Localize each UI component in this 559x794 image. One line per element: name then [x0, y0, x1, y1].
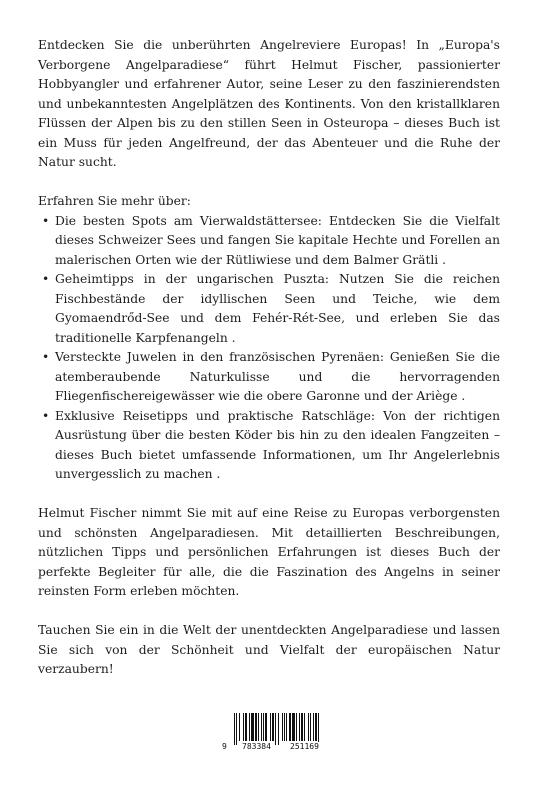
barcode-bar [261, 713, 262, 741]
closing-paragraph: Tauchen Sie ein in die Welt der unentdeckten Angelparadiese und lassen Sie sich von der Schönheit und Vielfalt der europäischen Natur verzaubern! [38, 623, 500, 676]
barcode-bar [310, 713, 311, 741]
intro-paragraph: Entdecken Sie die unberührten Angelreviere Europas! In „Europa's Verborgene Angelparadiese“ führt Helmut Fischer, passionierter Hobbyangler und erfahrener Autor, seine Leser zu den faszinierendsten und unbekanntesten Angelplätzen des Kontinents. Von den kristallklaren Flüssen der Alpen bis zu den stillen Seen in Osteuropa – dieses Buch ist ein Muss für jeden Angelfreund, der das Abenteuer und die Ruhe der Natur sucht. [38, 38, 500, 169]
barcode-bar [234, 713, 235, 745]
blurb-text [38, 36, 500, 680]
barcode-bar [258, 713, 259, 741]
barcode-bar [245, 713, 247, 741]
barcode-bar [289, 713, 291, 741]
barcode-group-1: 783384 [242, 742, 271, 751]
barcode-bar [265, 713, 267, 741]
barcode-bar [313, 713, 314, 741]
feature-list [38, 212, 500, 485]
barcode-bar [243, 713, 244, 741]
list-item: • Versteckte Juwelen in den französischen Pyrenäen: Genießen Sie die atemberaubende Naturkulisse und die hervorragenden Fliegenfischereigewässer wie die obere Garonne und der Ariège . [38, 348, 500, 407]
barcode-bar [299, 713, 300, 741]
barcode-bar [286, 713, 287, 741]
barcode-bar [282, 713, 283, 741]
barcode-bar [308, 713, 309, 741]
barcode-bar [292, 713, 295, 741]
isbn-barcode [222, 713, 340, 755]
barcode-bar [249, 713, 250, 741]
barcode-bar [301, 713, 303, 741]
barcode-bar [270, 713, 271, 741]
barcode-bar [278, 713, 279, 745]
barcode-bar [318, 713, 319, 745]
barcode-prefix: 9 [222, 742, 227, 751]
barcode-bars [222, 713, 340, 745]
barcode-group-2: 251169 [290, 742, 319, 751]
barcode-bar [284, 713, 285, 741]
list-item: • Die besten Spots am Vierwaldstättersee: Entdecken Sie die Vielfalt dieses Schweizer Sees und fangen Sie kapitale Hechte und Forellen an malerischen Orten wie der Rütliwiese und dem Balmer Grätli . [38, 212, 500, 271]
barcode-bar [255, 713, 257, 741]
barcode-bar [315, 713, 317, 741]
barcode-bar [263, 713, 264, 741]
list-item: • Geheimtipps in der ungarischen Puszta: Nutzen Sie die reichen Fischbestände der idyllischen Seen und Teiche, wie dem Gyomaendrőd-See und dem Fehér-Rét-See, und erleben Sie das traditionelle Karpfenangeln . [38, 270, 500, 348]
barcode-bar [239, 713, 240, 741]
barcode-bar [275, 713, 276, 745]
barcode-bar [236, 713, 237, 745]
author-paragraph: Helmut Fischer nimmt Sie mit auf eine Reise zu Europas verborgensten und schönsten Angelparadiesen. Mit detaillierten Beschreibungen, nützlichen Tipps und persönlichen Erfahrungen ist dieses Buch der perfekte Begleiter für alle, die die Faszination des Angelns in seiner reinsten Form erleben möchten. [38, 506, 500, 598]
list-heading: Erfahren Sie mehr über: [38, 194, 191, 208]
barcode-bar [272, 713, 274, 741]
barcode-bar [304, 713, 305, 741]
list-item: • Exklusive Reisetipps und praktische Ratschläge: Von der richtigen Ausrüstung über die besten Köder bis hin zu den idealen Fangzeiten – dieses Buch bietet umfassende Informationen, um Ihr Angelerlebnis unvergesslich zu machen . [38, 407, 500, 485]
barcode-bar [296, 713, 297, 741]
barcode-bar [251, 713, 254, 741]
